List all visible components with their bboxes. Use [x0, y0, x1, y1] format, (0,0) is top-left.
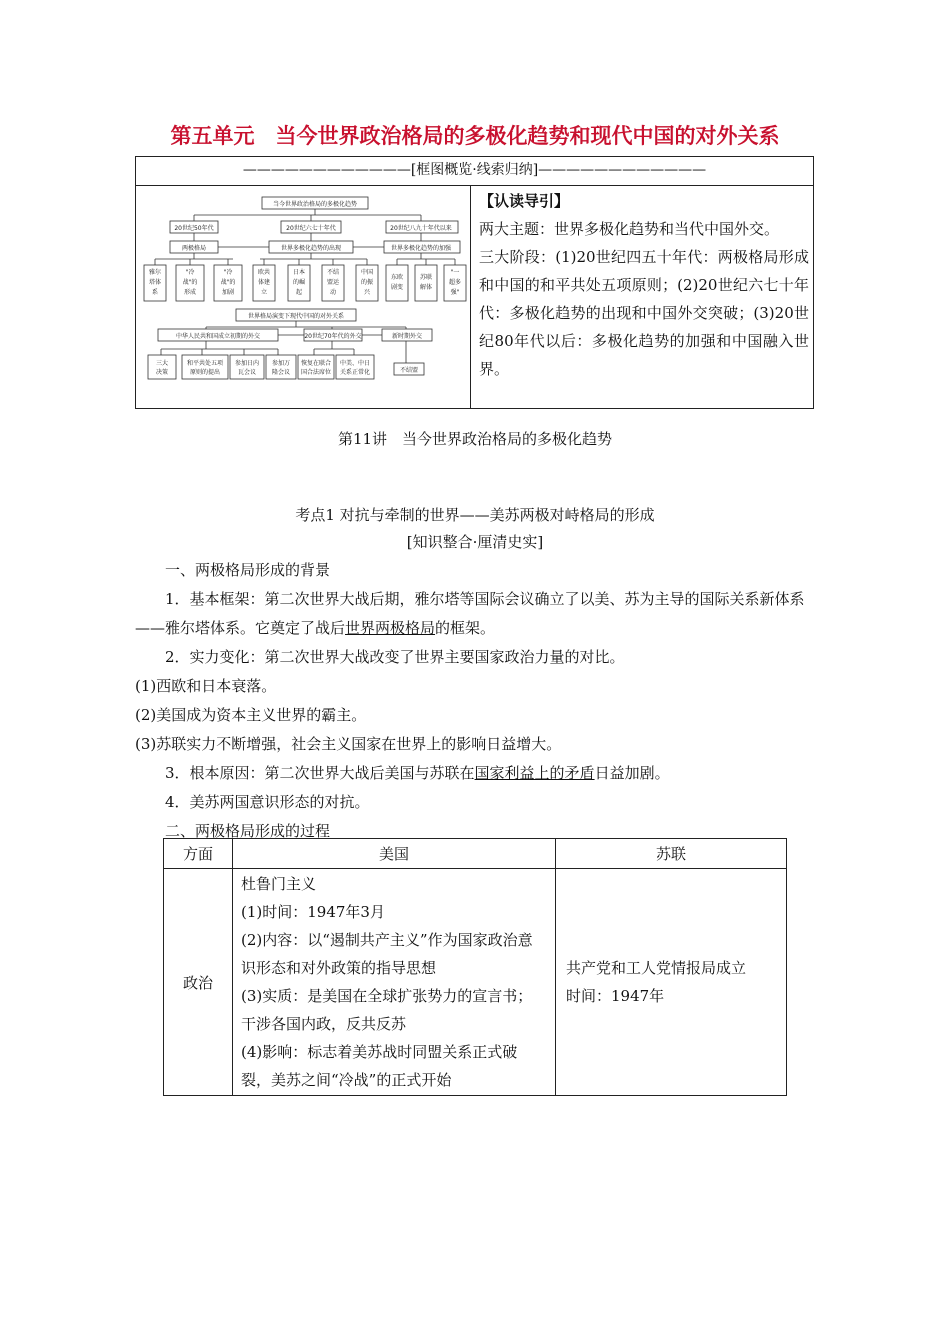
- frame-header: ————————————[框图概览·线索归纳]————————————: [136, 157, 813, 186]
- diagram-leaf-label: 动: [329, 289, 337, 296]
- topic-title: 考点1 对抗与牵制的世界——美苏两极对峙格局的形成: [295, 506, 655, 524]
- diagram-leaf-label: 盟运: [326, 279, 340, 286]
- paragraph-cause: [135, 759, 815, 788]
- paragraph-strength: 2．实力变化：第二次世界大战改变了世界主要国家政治力量的对比。: [165, 648, 625, 666]
- diagram-mid-label: 世界多极化趋势的出现: [280, 245, 342, 252]
- diagram-leaf-label: 起: [295, 289, 303, 296]
- diagram-leaf-label: 战"的: [182, 279, 198, 286]
- list-item: (1)西欧和日本衰落。: [135, 677, 277, 695]
- diagram-subleaf-label: 和平共处五项: [186, 360, 224, 367]
- underlined-term: 世界两极格局: [345, 619, 436, 637]
- table-header-row: [164, 839, 787, 869]
- comparison-table: [163, 838, 787, 1096]
- diagram-subleaf-label: 恢复在联合: [300, 360, 332, 367]
- diagram-leaf-label: 日本: [292, 269, 306, 276]
- diagram-leaf-label: 的振: [360, 279, 374, 286]
- diagram-leaf-label: 加剧: [221, 289, 235, 296]
- body-text: [135, 556, 815, 846]
- diagram-subleaf-label: 参加万: [271, 360, 291, 367]
- diagram-mid-label: 世界多极化趋势的加强: [390, 245, 452, 252]
- heading-process: 二、两极格局形成的过程: [165, 822, 331, 840]
- diagram-subleaf-label: 国合法席位: [300, 369, 332, 376]
- text: 的框架。: [435, 619, 496, 637]
- diagram-leaf-label: 东欧: [390, 274, 404, 281]
- diagram-leaf-label: 解体: [419, 284, 433, 291]
- diagram-leaf-label: 系: [151, 289, 159, 296]
- heading-background: 一、两极格局形成的背景: [165, 561, 331, 579]
- cell-line: 时间：1947年: [566, 987, 665, 1005]
- header-cell: 美国: [233, 839, 556, 869]
- diagram-subleaf-label: 决策: [155, 369, 169, 376]
- diagram-period-label: 20世纪八九十年代以来: [390, 225, 452, 232]
- diagram-leaf-label: 形成: [183, 289, 197, 296]
- text: 1．基本框架：第二次世界大战后期，雅尔塔等国际会议确立了以美、苏为主导的国际关系新体系——雅尔塔体系。它奠定了战后: [135, 590, 805, 637]
- text: 日益加剧。: [594, 764, 670, 782]
- diagram-leaf-label: "冷: [185, 269, 195, 276]
- diagram-leaf-label: "一: [450, 269, 460, 276]
- lecture-title: 第11讲 当今世界政治格局的多极化趋势: [337, 430, 613, 448]
- guide-stages: 三大阶段：(1)20世纪四五十年代：两极格局形成和中国的和平共处五项原则；(2)20世纪六七十年代：多极化趋势的出现和中国外交突破；(3)20世纪80年代以后：多极化趋势的加强和中国融入世界。: [479, 248, 809, 378]
- diagram-leaf-label: "冷: [223, 269, 233, 276]
- diagram-bottom-title: 世界格局演变下现代中国的对外关系: [247, 313, 345, 320]
- frame-divider: [470, 185, 471, 409]
- diagram-leaf-label: 的崛: [292, 279, 306, 286]
- diagram-leaf-label: 欧共: [257, 269, 271, 276]
- cell-line: (1)时间：1947年3月: [241, 903, 385, 921]
- guide-themes: 两大主题：世界多极化趋势和当代中国外交。: [479, 220, 780, 238]
- diagram-mid-label: 两极格局: [181, 245, 207, 252]
- paragraph-framework: [135, 585, 815, 643]
- diagram-leaf-label: 中国: [360, 269, 374, 276]
- diagram-subleaf-label: 瓦会议: [237, 369, 257, 376]
- diagram-phase-label: 新时期外交: [391, 333, 423, 340]
- diagram-leaf-label: 不结: [326, 269, 340, 276]
- ussr-cell: [556, 869, 787, 1096]
- diagram-leaf-label: 塔体: [148, 279, 162, 286]
- diagram-subleaf-label: 关系正常化: [339, 369, 371, 376]
- reading-guide: [479, 187, 809, 383]
- diagram-leaf-label: 体建: [257, 279, 271, 286]
- section-tag: [知识整合·厘清史实]: [406, 533, 544, 551]
- diagram-subleaf-label: 中美、中日: [339, 360, 371, 367]
- diagram-leaf-label: 超多: [448, 279, 462, 286]
- guide-title: 【认读导引】: [479, 192, 570, 210]
- diagram-subleaf-label: 参加日内: [234, 360, 260, 367]
- diagram-subleaf-label: 三大: [155, 360, 169, 367]
- diagram-leaf-label: 苏联: [419, 274, 433, 281]
- diagram-subleaf-label: 隆会议: [271, 369, 291, 376]
- diagram-leaf-label: 兴: [363, 289, 371, 296]
- paragraph-ideology: 4．美苏两国意识形态的对抗。: [165, 793, 370, 811]
- structure-diagram: [136, 185, 470, 409]
- header-cell: 苏联: [556, 839, 787, 869]
- cell-line: 杜鲁门主义: [241, 875, 317, 893]
- diagram-leaf-label: 剧变: [390, 284, 404, 291]
- cell-line: (4)影响：标志着美苏战时同盟关系正式破裂，美苏之间“冷战”的正式开始: [241, 1043, 518, 1089]
- cell-line: (3)实质：是美国在全球扩张势力的宣言书；干涉各国内政，反共反苏: [241, 987, 533, 1033]
- row-label: 政治: [164, 869, 233, 1096]
- unit-title: 第五单元 当今世界政治格局的多极化趋势和现代中国的对外关系: [170, 124, 780, 148]
- list-item: (3)苏联实力不断增强，社会主义国家在世界上的影响日益增大。: [135, 735, 562, 753]
- underlined-term: 国家利益上的矛盾: [474, 764, 595, 782]
- diagram-period-label: 20世纪六七十年代: [286, 225, 336, 232]
- text: 3．根本原因：第二次世界大战后美国与苏联在: [165, 764, 475, 782]
- diagram-subleaf-label: 原则的提出: [189, 369, 221, 376]
- us-cell: [233, 869, 556, 1096]
- diagram-top-title: 当今世界政治格局的多极化趋势: [272, 201, 358, 208]
- cell-line: 共产党和工人党情报局成立: [566, 959, 747, 977]
- cell-line: (2)内容：以“遏制共产主义”作为国家政治意识形态和对外政策的指导思想: [241, 931, 533, 977]
- diagram-phase-label: 20世纪70年代的外交: [304, 333, 362, 340]
- diagram-leaf-label: 战"的: [220, 279, 236, 286]
- header-cell: 方面: [164, 839, 233, 869]
- table-row: [164, 869, 787, 1096]
- overview-frame: [135, 156, 814, 409]
- diagram-subleaf-label: 不结盟: [399, 367, 419, 374]
- diagram-period-label: 20世纪50年代: [174, 225, 214, 232]
- diagram-leaf-label: 雅尔: [148, 269, 162, 276]
- diagram-leaf-label: 强": [450, 289, 460, 296]
- diagram-leaf-label: 立: [260, 289, 268, 296]
- list-item: (2)美国成为资本主义世界的霸主。: [135, 706, 367, 724]
- diagram-phase-label: 中华人民共和国成立初期的外交: [175, 333, 261, 340]
